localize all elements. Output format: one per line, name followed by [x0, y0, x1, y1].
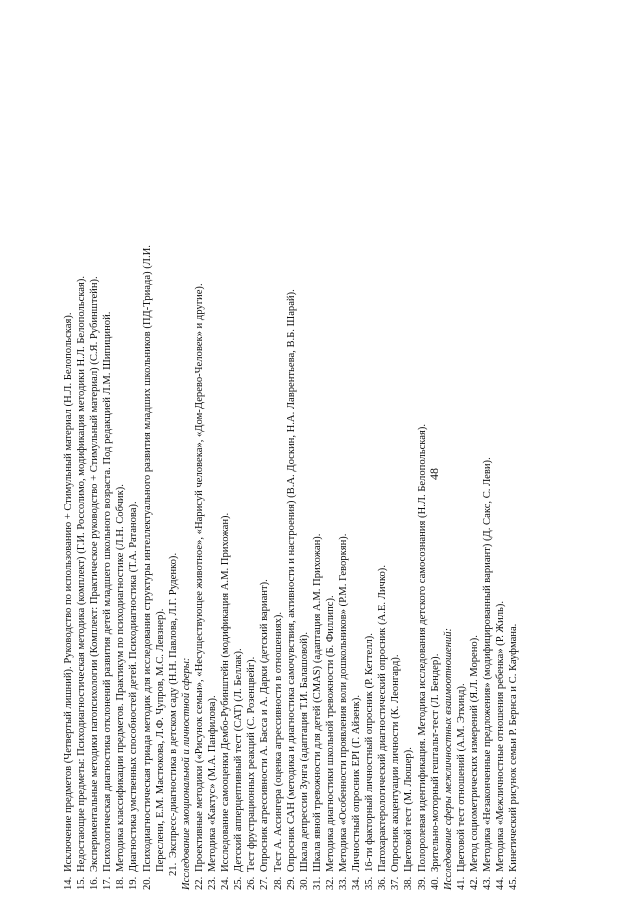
page-number: 48 [427, 468, 441, 480]
list-item-text: Опросник САН (методика и диагностика самочувствия, активности и настроения) (В.А. Доскин, Н.А. Лаврентьева, В.Б. Шарай). [285, 289, 297, 872]
list-item [167, 70, 180, 890]
list-item-text: Цветовой тест отношений (А.М. Эткинд). [455, 683, 467, 872]
list-item [206, 70, 219, 890]
list-item-number: 33. [337, 876, 349, 890]
list-item-number: 45. [508, 876, 520, 890]
list-item-text: Проективные методики («Рисунок семьи», «Несуществующее животное», «Нарисуй человека», «Дом-Дерево-Человек» и другие). [193, 283, 205, 872]
list-item [258, 70, 271, 890]
list-item-text: Методика «Кактус» (М.А. Панфилова). [207, 695, 219, 872]
list-item-text: Цветовой тест (М. Люшер). [403, 747, 415, 872]
list-item-number: 15. [76, 876, 88, 890]
list-item-text: Метод социометрических измерений (Я.Л. Морено). [468, 635, 480, 872]
list-item-number: 18. [115, 876, 127, 890]
list-item [285, 70, 298, 890]
list-item [311, 70, 324, 890]
list-item-text: Психологическая диагностика отклонений развития детей младшего школьного возраста. Под редакцией Л.М. Шипициной. [102, 311, 114, 872]
list-item-text: Экспериментальные методики патопсихологии (Комплект: Практическое руководство + Стимульный материал) (С.Я. Рубинштейн). [89, 276, 101, 872]
list-item-number: 14. [63, 876, 74, 890]
list-item [416, 70, 429, 890]
list-item-text: Личностный опросник EPI (Г. Айзенк). [351, 694, 363, 872]
list-item-number: 29. [285, 876, 297, 890]
list-item-number: 36. [377, 876, 389, 890]
list-item-continuation: Переслени, Е.М. Мастюкова, Л.Ф. Чупров, М.С. Левзнер). [154, 608, 166, 872]
list-item [101, 70, 114, 890]
list-item-number: 38. [403, 876, 415, 890]
list-item-text: Диагностика умственных способностей детей. Психодиагностика (Т.А. Ратанова). [128, 501, 140, 872]
list-item [337, 70, 350, 890]
list-item-number: 27. [259, 876, 271, 890]
list-item-number: 28. [272, 876, 284, 890]
list-item-text: Зрительно-моторный гештальт-тест (Л. Бендер). [429, 653, 441, 872]
list-item-number: 30. [298, 876, 310, 890]
list-item-text: Полоролевая идентификация. Методика исследования детского самосознания (Н.Л. Белопольская). [416, 423, 428, 872]
list-item-text: Методика «Незаконченные предложения» (модифицированный вариант) (Д. Сакс, С. Леви). [482, 457, 493, 872]
list-item-text: Недостающие предметы: Психодиагностическая методика (комплект) (Г.И. Россолимо, модификация методики Н.Л. Белопольская). [76, 275, 88, 872]
list-item-number: 25. [233, 876, 245, 890]
list-item-text: Исключение предметов (Четвертый лишний). Руководство по использованию + Стимульный материал (Н.Л. Белопольская). [63, 312, 74, 872]
list-item [376, 70, 389, 890]
list-item-number: 17. [102, 876, 114, 890]
list-item-text: Исследование самооценки Дембо-Рубинштейн (модификация А.М. Прихожан). [220, 512, 232, 872]
list-item [298, 70, 311, 890]
list-item-text: Методика «Особенности проявления воли дошкольников» (Р.М. Геворкян). [337, 533, 349, 872]
list-item-number: 43. [482, 876, 493, 890]
list-item-text: Методика классификации предметов. Практикум по психодиагностике (Л.Н. Собчик). [115, 484, 127, 872]
list-item-text: Психодиагностическая триада методик для исследования структуры интеллектуального развития младших школьников (ПД-Триада) (Л.И. [141, 245, 153, 872]
list-item-number: 31. [311, 876, 323, 890]
list-item-text: Экспресс-диагностика в детском саду (Н.Н. Павлова, Л.Г. Руденко). [167, 552, 179, 858]
list-item [402, 70, 415, 890]
list-item-text: Опросник агрессивности А. Басса и А. Дарки (детский вариант). [259, 579, 271, 872]
list-item-text: Опросник акцентуации личности (К. Леонгард). [390, 654, 402, 872]
list-item-number: 37. [390, 876, 402, 890]
list-item [114, 70, 127, 890]
list-item [245, 70, 258, 890]
list-item [193, 70, 206, 890]
list-item-text: Шкала явной тревожности для детей (CMAS) (адаптация А.М. Прихожан). [311, 533, 323, 872]
section-heading: Исследование эмоциональной и личностной сферы: [180, 657, 192, 890]
list-item-text: Тест А. Ассингера (оценка агрессивности в отношениях). [272, 611, 284, 872]
list-item [141, 70, 154, 890]
list-item-number: 40. [429, 876, 441, 890]
list-item-number: 19. [128, 876, 140, 890]
list-item [88, 70, 101, 890]
rotated-content [62, 70, 582, 890]
list-item [429, 70, 442, 890]
list-item-text: Методика диагностики школьной тревожности (Б. Филлипс). [324, 595, 336, 872]
list-item-number: 26. [246, 876, 258, 890]
list-item [62, 70, 75, 890]
list-item [127, 70, 140, 890]
list-item-number: 24. [220, 876, 232, 890]
list-item-text: Методика «Межличностные отношения ребенка» (Р. Жиль). [495, 600, 507, 872]
list-item-number: 44. [495, 876, 507, 890]
list-item [363, 70, 376, 890]
list-item-text: Патохарактерологический диагностический опросник (А.Е. Личко). [377, 565, 389, 872]
list-item-number: 41. [455, 876, 467, 890]
list-item-number: 20. [141, 876, 153, 890]
list-item [481, 70, 494, 890]
list-item [389, 70, 402, 890]
methods-list [62, 70, 520, 890]
list-item-number: 34. [351, 876, 363, 890]
list-item-number: 35. [364, 876, 376, 890]
list-item-text: Тест фрустрационных реакций (С. Розенцвейг). [246, 656, 258, 872]
section-heading: Исследование сферы межличностных взаимоотношений: [442, 627, 454, 890]
list-item-number: 23. [207, 876, 219, 890]
list-item-number: 22. [193, 876, 205, 890]
list-item [232, 70, 245, 890]
list-item-number: 39. [416, 876, 428, 890]
list-item-text: Шкала депрессии Зунга (адаптация Т.И. Балашовой). [298, 631, 310, 872]
list-item-number: 21. [167, 862, 179, 876]
list-item [507, 70, 520, 890]
list-item [272, 70, 285, 890]
list-item [219, 70, 232, 890]
list-item [324, 70, 337, 890]
list-item-number: 42. [468, 876, 480, 890]
list-item-text: Кинетический рисунок семьи Р. Бернса и С. Кауфмана. [508, 623, 520, 872]
list-item [494, 70, 507, 890]
list-item [350, 70, 363, 890]
list-item [455, 70, 468, 890]
list-item-number: 32. [324, 876, 336, 890]
list-item-text: 16-ти факторный личностный опросник (Р. Кеттелл). [364, 633, 376, 872]
list-item-number: 16. [89, 876, 101, 890]
list-item-text: Детский апперцептивный тест (CAT) (Л. Беллак). [233, 648, 245, 872]
list-item [468, 70, 481, 890]
list-item [75, 70, 88, 890]
